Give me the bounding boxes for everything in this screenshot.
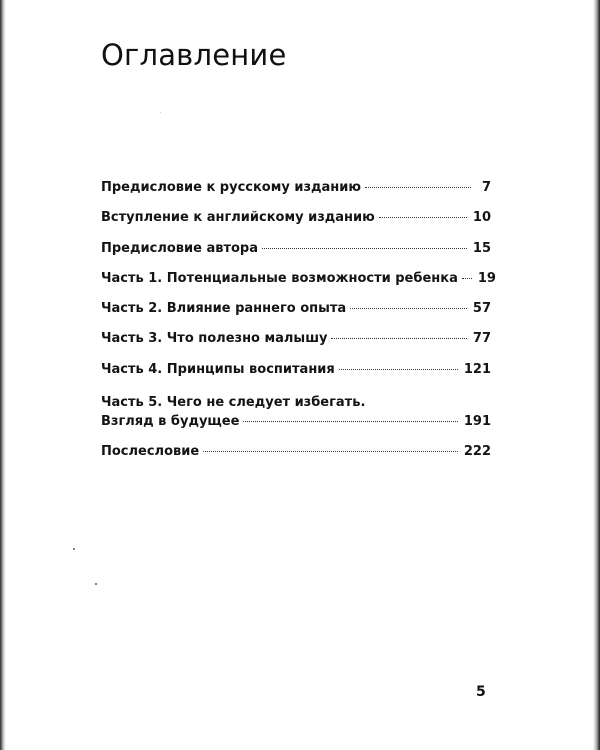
toc-entry-label: Часть 3. Что полезно малышу (101, 331, 328, 347)
dot-leader (379, 217, 467, 218)
page-edge-left (0, 0, 6, 750)
toc-entry (101, 301, 491, 326)
toc-entry (101, 331, 491, 356)
page-edge-right (593, 0, 600, 750)
table-of-contents (101, 180, 496, 475)
dot-leader (331, 338, 466, 339)
toc-entry (101, 362, 491, 387)
toc-entry-page: 7 (481, 180, 491, 195)
toc-entry-page: 57 (472, 301, 491, 317)
toc-entry-label: Взгляд в будущее (101, 414, 240, 430)
toc-entry (101, 270, 496, 296)
print-speck (95, 583, 97, 585)
dot-leader (350, 308, 467, 309)
dot-leader (262, 248, 467, 249)
toc-entry-label: Предисловие к русскому изданию (101, 180, 362, 195)
page-number: 5 (476, 684, 486, 700)
toc-entry-label: Часть 1. Потенциальные возможности ребенка (101, 270, 458, 286)
toc-entry (101, 444, 491, 469)
toc-entry-page: 191 (463, 414, 491, 430)
toc-entry-page: 222 (463, 444, 491, 460)
toc-entry-label: Предисловие автора (101, 240, 258, 256)
dot-leader (462, 278, 472, 279)
toc-entry-page: 15 (472, 240, 491, 256)
toc-entry (101, 210, 491, 235)
dot-leader (365, 187, 471, 188)
toc-entry (101, 180, 491, 205)
dot-leader (203, 451, 458, 452)
print-speck (73, 548, 75, 550)
toc-entry-label: Вступление к английскому изданию (101, 210, 375, 226)
toc-entry-label-line1: Часть 5. Чего не следует избегать. (101, 395, 366, 411)
toc-entry-label: Часть 2. Влияние раннего опыта (101, 301, 347, 317)
dot-leader (243, 421, 457, 422)
toc-entry-label: Часть 4. Принципы воспитания (101, 361, 335, 377)
page-title: Оглавление (101, 38, 287, 72)
toc-entry (101, 241, 491, 266)
dot-leader (339, 369, 458, 370)
toc-entry-page: 19 (477, 270, 496, 286)
print-speck (160, 112, 161, 113)
toc-entry (101, 392, 491, 439)
toc-entry-page: 77 (472, 331, 491, 347)
toc-entry-label: Послесловие (101, 444, 200, 460)
toc-entry-page: 10 (472, 210, 491, 226)
toc-entry-page: 121 (463, 361, 491, 377)
